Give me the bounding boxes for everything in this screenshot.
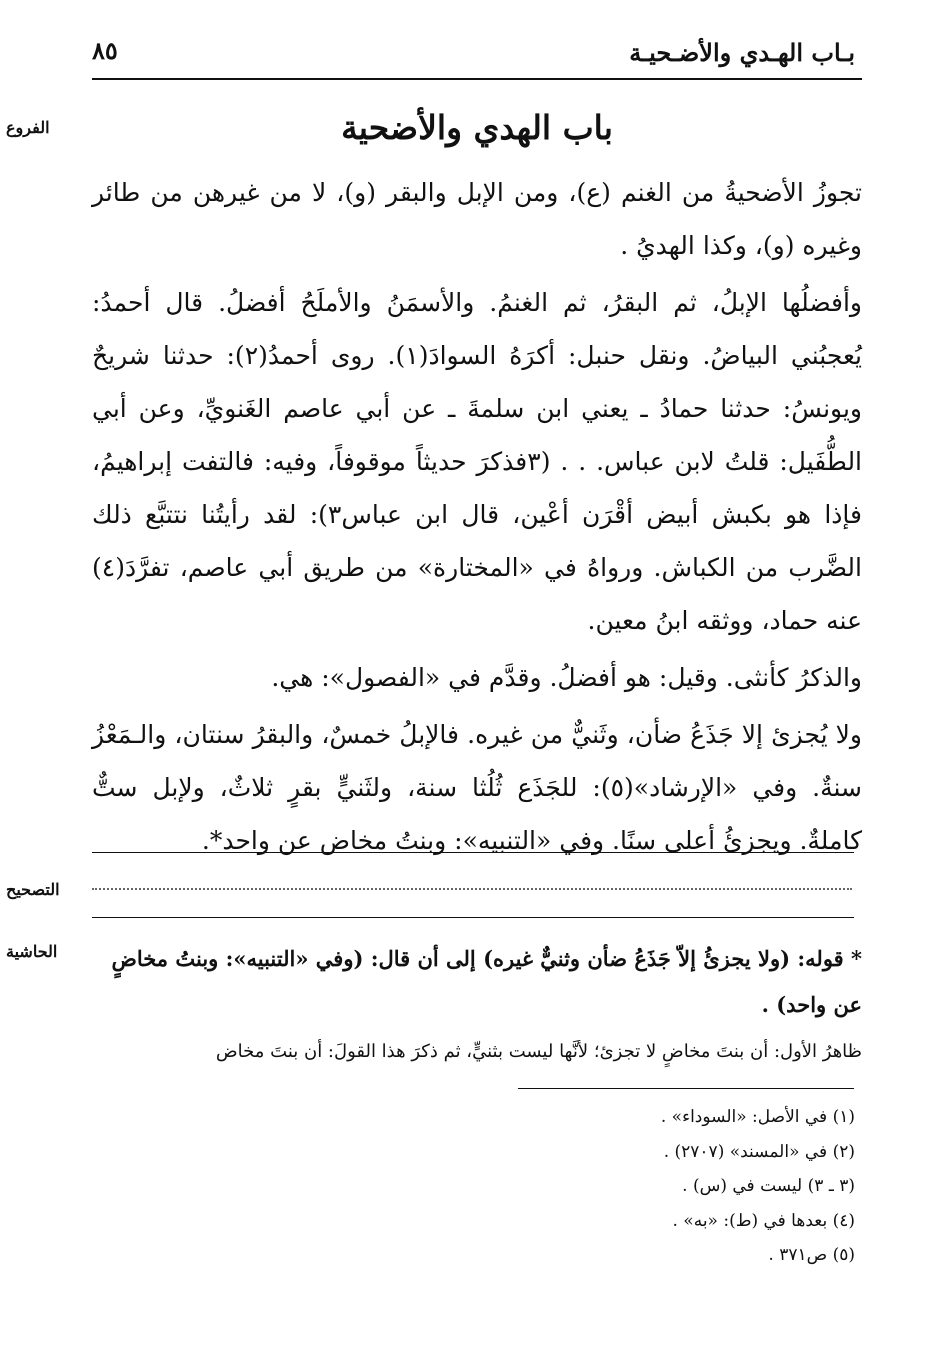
margin-label-hashiya: الحاشية <box>6 942 58 961</box>
header-rule <box>92 78 862 80</box>
chapter-title: باب الهدي والأضحية <box>341 108 613 147</box>
paragraph: وأفضلُها الإبلُ، ثم البقرُ، ثم الغنمُ. والأسمَنُ والأملَحُ أفضلُ. قال أحمدُ: يُعجبُني البياضُ. ونقل حنبل: أكرَهُ السوادَ(١). روى أحمدُ(٢): حدثنا شريحٌ ويونسُ: حدثنا حمادُ ـ يعني ابن سلمةَ ـ عن أبي عاصم الغَنويِّ، وعن أبي الطُّفَيل: قلتُ لابن عباس. . . (٣فذكرَ حديثاً موقوفاً، وفيه: فالتفت إبراهيمُ، فإذا هو بكبش أبيض أقْرَن أعْين، قال ابن عباس٣): لقد رأيتُنا نتتبَّع ذلك الضَّرب من الكباش. ورواهُ في «المختارة» من طريق أبي عاصم، تفرَّدَ(٤) عنه حماد، ووثقه ابنُ معين. <box>92 288 863 635</box>
hashiya-body: ظاهرُ الأول: أن بنتَ مخاضٍ لا تجزئ؛ لأنَّها ليست بثنيٍّ، ثم ذكرَ هذا القولَ: أن بنتَ مخاض <box>215 1041 862 1062</box>
footnotes <box>455 1100 855 1273</box>
section-rule <box>92 852 854 853</box>
footnote: (٤) بعدها في (ط): «به» . <box>672 1210 855 1231</box>
tashih-dotted-line <box>92 888 852 890</box>
footnote-rule <box>518 1088 854 1089</box>
footnote: (١) في الأصل: «السوداء» . <box>660 1107 855 1127</box>
running-header-title: بـاب الهـدي والأضـحيـة <box>629 38 855 67</box>
margin-label-tashih: التصحيح <box>6 880 60 899</box>
hashiya-quote: * قوله: (ولا يجزئُ إلاّ جَذَعُ ضأن وثنيٌّ غيره) إلى أن قال: (وفي «التنبيه»: وبنتُ مخاضٍ عن واحد) . <box>111 946 862 1017</box>
paragraph: تجوزُ الأضحيةُ من الغنم (ع)، ومن الإبل والبقر (و)، لا من غيرهن من طائر وغيره (و)، وكذا الهديُ . <box>92 178 862 260</box>
paragraph: والذكرُ كأنثى. وقيل: هو أفضلُ. وقدَّم في «الفصول»: هي. <box>271 663 862 692</box>
section-rule <box>92 917 854 918</box>
margin-label-furu: الفروع <box>6 118 50 137</box>
main-text <box>92 166 862 871</box>
page-number: ٨٥ <box>92 36 118 65</box>
footnote: (٢) في «المسند» (٢٧٠٧) . <box>663 1141 855 1162</box>
paragraph: ولا يُجزئ إلا جَذَعُ ضأن، وثَنيٌّ من غيره. فالإبلُ خمسٌ، والبقرُ سنتان، والـمَعْزُ سنةٌ. وفي «الإرشاد»(٥): للجَذَع ثُلُثا سنة، ولثَنيٍّ بقرٍ ثلاثٌ، ولإبل ستٌّ كاملةٌ. ويجزئُ أعلى سنًا. وفي «التنبيه»: وبنتُ مخاض عن واحد*. <box>92 720 862 855</box>
footnote: (٥) ص٣٧١ . <box>768 1245 855 1265</box>
footnote: (٣ ـ ٣) ليست في (س) . <box>682 1176 855 1196</box>
